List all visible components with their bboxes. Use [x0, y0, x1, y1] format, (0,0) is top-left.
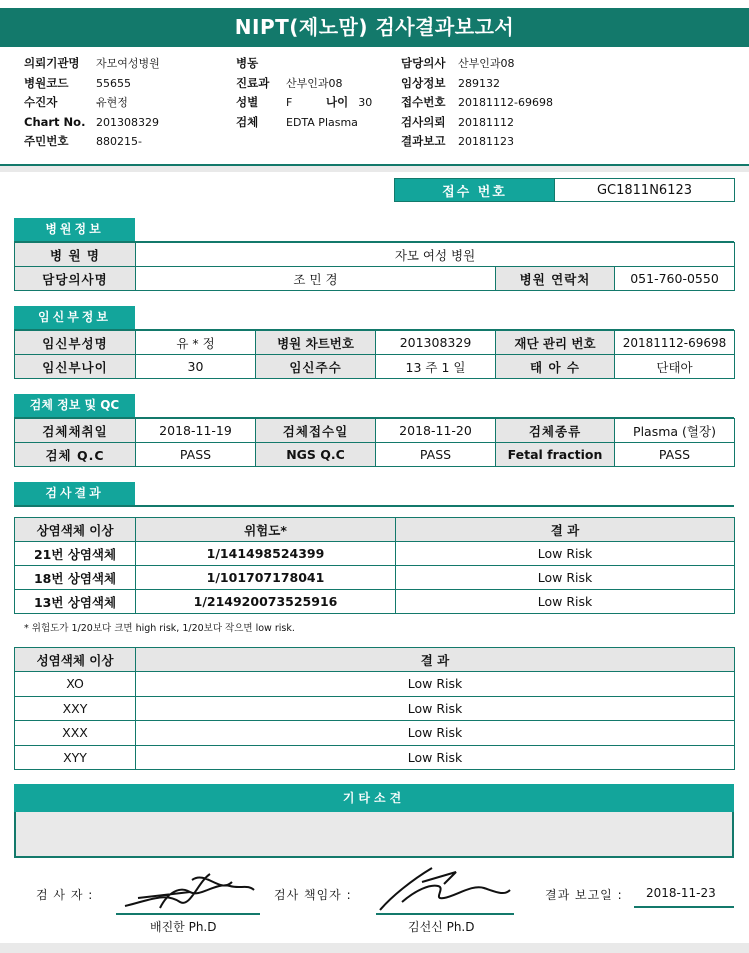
sex-row: [15, 745, 735, 770]
sex-result: Low Risk: [136, 696, 735, 721]
header-field-label: 의뢰기관명: [24, 56, 80, 70]
age-value: 30: [358, 96, 373, 109]
examiner-line: [116, 913, 260, 915]
header-field-value: F: [286, 96, 293, 109]
header-field-label: 병동: [236, 56, 259, 70]
section-hospital: 병원정보: [14, 218, 135, 241]
doctor-value: 조 민 경: [136, 267, 496, 291]
receive-value: 2018-11-20: [376, 419, 496, 443]
ff-value: PASS: [615, 443, 735, 467]
hospital-name-value: 자모 여성 병원: [136, 243, 735, 267]
section-line: [14, 505, 734, 507]
header-field-row: [24, 93, 160, 113]
header-band: [0, 166, 749, 172]
contact-value: 051-760-0550: [615, 267, 735, 291]
remarks-body: [14, 812, 734, 858]
header-field-row: [401, 54, 553, 74]
autosome-row: [15, 566, 735, 590]
autosome-name: 18번 상염색체: [15, 566, 136, 590]
qc-value: PASS: [136, 443, 256, 467]
autosome-row: [15, 542, 735, 566]
header-field-value: 880215-: [96, 135, 142, 148]
sex-chromosome-table: [14, 647, 735, 770]
pregnant-table: [14, 330, 735, 379]
sex-header-0: 성염색체 이상: [15, 648, 136, 672]
autosome-row: [15, 590, 735, 614]
ff-label: Fetal fraction: [496, 443, 615, 467]
header-field-value: 유현정: [96, 96, 128, 109]
auto-header-1: 위험도*: [136, 518, 396, 542]
header-field-row: [401, 74, 553, 94]
chart-value: 201308329: [376, 331, 496, 355]
header-field-label: 수진자: [24, 95, 58, 109]
type-value: Plasma (혈장): [615, 419, 735, 443]
fetus-value: 단태아: [615, 355, 735, 379]
examiner-label: 검 사 자 :: [36, 888, 94, 902]
autosome-name: 13번 상염색체: [15, 590, 136, 614]
weeks-value: 13 주 1 일: [376, 355, 496, 379]
director-line: [376, 913, 514, 915]
autosome-result: Low Risk: [396, 542, 735, 566]
auto-header-2: 결 과: [396, 518, 735, 542]
sex-row: [15, 696, 735, 721]
autosome-name: 21번 상염색체: [15, 542, 136, 566]
header-field-row: [24, 113, 160, 133]
sex-row: [15, 672, 735, 697]
header-field-value: EDTA Plasma: [286, 115, 358, 129]
autosome-risk: 1/141498524399: [136, 542, 396, 566]
header-field-row: [24, 54, 160, 74]
section-pregnant: 임신부정보: [14, 306, 135, 329]
report-date-value: 2018-11-23: [646, 886, 716, 900]
footer-band: [0, 943, 749, 953]
header-col-3: [401, 54, 553, 152]
doctor-label: 담당의사명: [15, 267, 136, 291]
header-field-label: 결과보고: [401, 134, 446, 148]
receipt-value: GC1811N6123: [555, 179, 735, 202]
ngs-value: PASS: [376, 443, 496, 467]
qc-label: 검체 Q.C: [15, 443, 136, 467]
header-field-value: 20181112-69698: [458, 96, 553, 109]
director-name: 김선신 Ph.D: [408, 920, 475, 934]
weeks-label: 임신주수: [256, 355, 376, 379]
autosome-table: [14, 517, 735, 614]
header-field-label: 병원코드: [24, 75, 69, 90]
header-field-row: [236, 74, 358, 94]
header-field-value: 산부인과08: [458, 57, 515, 70]
header-field-value: 20181123: [458, 135, 514, 148]
receipt-label: 접수 번호: [395, 179, 555, 202]
section-specimen: 검체 정보 및 QC: [14, 394, 135, 417]
header-field-label: 담당의사: [401, 56, 446, 70]
examiner-name: 배진한 Ph.D: [150, 920, 217, 934]
pregnant-age-value: 30: [136, 355, 256, 379]
header-field-label: 성별: [236, 95, 259, 109]
examiner-signature-image: [120, 862, 260, 914]
sex-name: XYY: [15, 745, 136, 770]
header-field-row: [401, 113, 553, 133]
sex-name: XO: [15, 672, 136, 697]
chart-label: 병원 차트번호: [256, 331, 376, 355]
sex-row: [15, 721, 735, 746]
header-field-row: [24, 74, 160, 94]
autosome-result: Low Risk: [396, 590, 735, 614]
header-field-value: 55655: [96, 76, 131, 90]
sex-result: Low Risk: [136, 672, 735, 697]
sex-result: Low Risk: [136, 745, 735, 770]
type-label: 검체종류: [496, 419, 615, 443]
mgmt-value: 20181112-69698: [615, 331, 735, 355]
collect-label: 검체채취일: [15, 419, 136, 443]
header-field-row: [401, 93, 553, 113]
pregnant-name-label: 임신부성명: [15, 331, 136, 355]
collect-value: 2018-11-19: [136, 419, 256, 443]
header-field-row: [236, 54, 358, 74]
header-field-label: 진료과: [236, 75, 270, 90]
sex-result: Low Risk: [136, 721, 735, 746]
age-label: 나이: [326, 95, 349, 109]
sex-name: XXX: [15, 721, 136, 746]
header-field-label: Chart No.: [24, 114, 86, 129]
header-field-value: 산부인과08: [286, 76, 343, 90]
sex-header-1: 결 과: [136, 648, 735, 672]
hospital-table: [14, 242, 735, 291]
header-field-value: 자모여성병원: [96, 57, 160, 70]
autosome-result: Low Risk: [396, 566, 735, 590]
header-field-value: 201308329: [96, 115, 159, 129]
specimen-table: [14, 418, 735, 467]
report-title: NIPT(제노맘) 검사결과보고서: [0, 8, 749, 47]
receipt-table: [394, 178, 735, 202]
hospital-name-label: 병 원 명: [15, 243, 136, 267]
header-col-1: [24, 54, 160, 152]
header-field-label: 임상정보: [401, 75, 446, 90]
autosome-risk: 1/214920073525916: [136, 590, 396, 614]
fetus-label: 태 아 수: [496, 355, 615, 379]
header-field-label: 주민번호: [24, 134, 69, 148]
header-age: [326, 93, 372, 113]
header-field-label: 검사의뢰: [401, 114, 446, 129]
director-label: 검사 책임자 :: [274, 888, 352, 902]
risk-note: * 위험도가 1/20보다 크면 high risk, 1/20보다 작으면 low risk.: [24, 623, 295, 634]
sex-name: XXY: [15, 696, 136, 721]
header-field-row: [236, 113, 358, 133]
report-date-line: [634, 906, 734, 908]
header-field-row: [401, 132, 553, 152]
patient-header: [0, 52, 749, 160]
pregnant-name-value: 유 * 정: [136, 331, 256, 355]
ngs-label: NGS Q.C: [256, 443, 376, 467]
header-field-value: 289132: [458, 76, 500, 90]
header-field-row: [24, 132, 160, 152]
receive-label: 검체접수일: [256, 419, 376, 443]
autosome-risk: 1/101707178041: [136, 566, 396, 590]
remarks-header: 기타소견: [14, 784, 734, 812]
auto-header-0: 상염색체 이상: [15, 518, 136, 542]
header-field-label: 접수번호: [401, 95, 446, 109]
pregnant-age-label: 임신부나이: [15, 355, 136, 379]
section-results: 검사결과: [14, 482, 135, 505]
report-date-label: 결과 보고일 :: [545, 888, 623, 902]
mgmt-label: 재단 관리 번호: [496, 331, 615, 355]
header-field-value: 20181112: [458, 115, 514, 129]
contact-label: 병원 연락처: [496, 267, 615, 291]
director-signature-image: [372, 860, 512, 916]
header-field-label: 검체: [236, 114, 259, 129]
